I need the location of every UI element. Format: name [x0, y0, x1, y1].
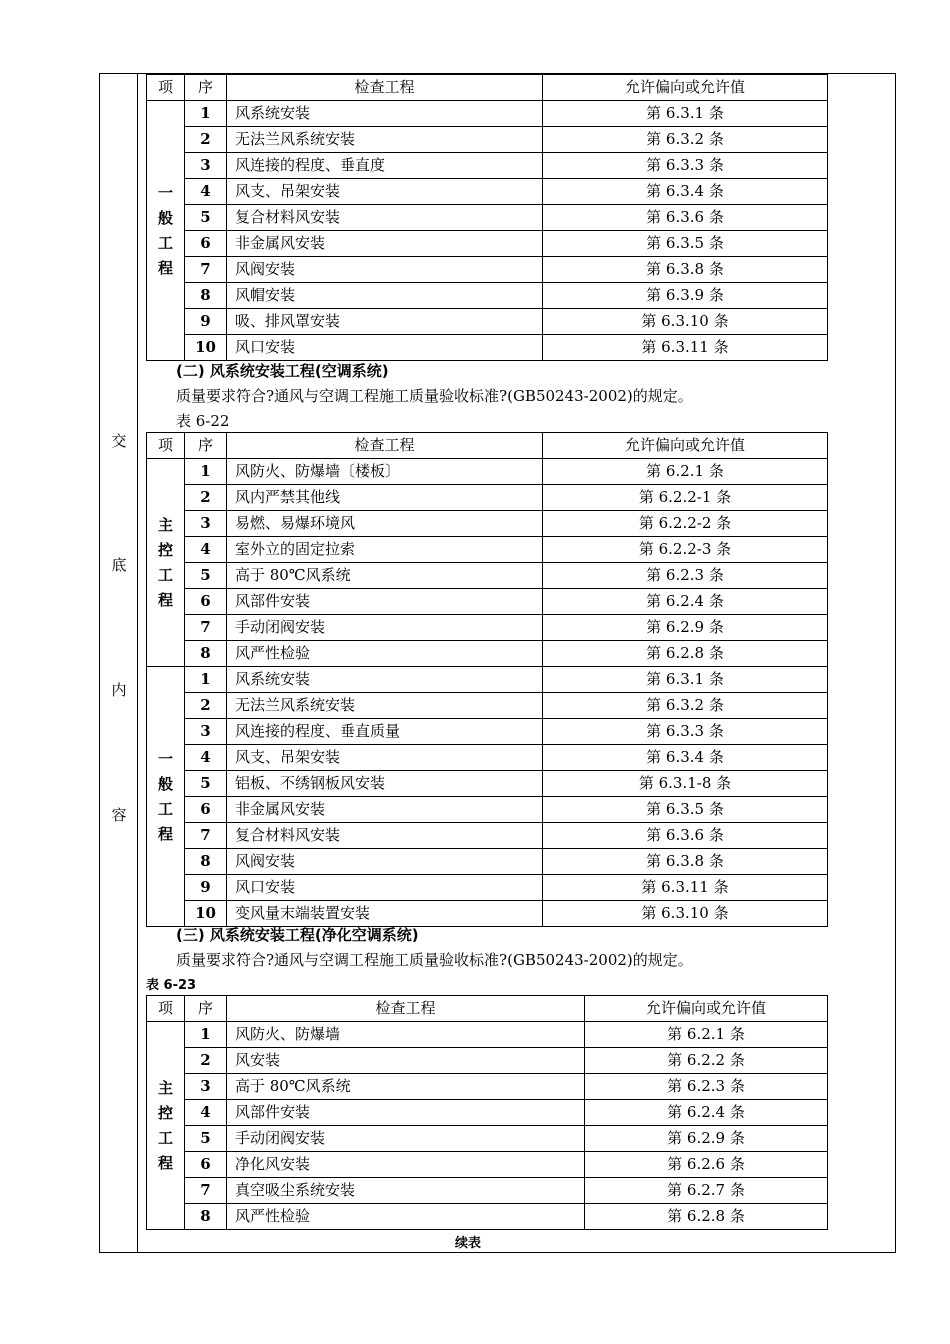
row-seq: 1 — [185, 101, 227, 127]
row-item: 变风量末端装置安装 — [227, 901, 543, 927]
column-header: 序 — [185, 433, 227, 459]
row-seq: 3 — [185, 1074, 227, 1100]
row-item: 室外立的固定拉索 — [227, 537, 543, 563]
row-seq: 8 — [185, 641, 227, 667]
table-row — [147, 1048, 828, 1074]
continued-footer: 续表 — [455, 1236, 482, 1251]
row-seq: 4 — [185, 179, 227, 205]
table-row — [147, 283, 828, 309]
table-row — [147, 511, 828, 537]
row-seq: 7 — [185, 257, 227, 283]
row-item: 复合材料风安装 — [227, 823, 543, 849]
row-seq: 4 — [185, 537, 227, 563]
row-item: 风口安装 — [227, 335, 543, 361]
row-item: 手动闭阀安装 — [227, 1126, 585, 1152]
group-label-char: 一 — [157, 749, 173, 768]
left-label-column — [100, 74, 138, 1252]
section3-table-label: 表 6-23 — [146, 978, 197, 993]
group-label-char: 工 — [157, 799, 173, 818]
column-header: 允许偏向或允许值 — [585, 996, 828, 1022]
table-row — [147, 231, 828, 257]
row-value: 第 6.2.2 条 — [585, 1048, 828, 1074]
row-item: 风防火、防爆墙〔楼板〕 — [227, 459, 543, 485]
left-label-char: 底 — [111, 556, 127, 574]
row-item: 易燃、易爆环境风 — [227, 511, 543, 537]
row-item: 风支、吊架安装 — [227, 745, 543, 771]
row-value: 第 6.3.6 条 — [543, 205, 828, 231]
row-value: 第 6.2.9 条 — [543, 615, 828, 641]
row-item: 风防火、防爆墙 — [227, 1022, 585, 1048]
column-header: 项 — [147, 433, 185, 459]
table-row — [147, 335, 828, 361]
row-seq: 5 — [185, 563, 227, 589]
group-label-char: 程 — [157, 590, 173, 609]
row-seq: 5 — [185, 771, 227, 797]
group-label-char: 一 — [157, 183, 173, 202]
row-value: 第 6.2.2-2 条 — [543, 511, 828, 537]
row-value: 第 6.2.4 条 — [543, 589, 828, 615]
table-row — [147, 771, 828, 797]
row-seq: 2 — [185, 1048, 227, 1074]
table-header-row — [147, 433, 828, 459]
group-label-char: 般 — [157, 774, 173, 793]
table-row — [147, 127, 828, 153]
row-value: 第 6.3.10 条 — [543, 901, 828, 927]
table-row — [147, 459, 828, 485]
row-value: 第 6.3.3 条 — [543, 719, 828, 745]
inspection-table-1 — [146, 74, 828, 361]
table-row — [147, 537, 828, 563]
group-label — [147, 667, 185, 927]
table-row — [147, 719, 828, 745]
row-value: 第 6.3.8 条 — [543, 849, 828, 875]
table-row — [147, 1022, 828, 1048]
row-item: 风系统安装 — [227, 667, 543, 693]
row-item: 风部件安装 — [227, 589, 543, 615]
column-header: 项 — [147, 996, 185, 1022]
row-value: 第 6.2.1 条 — [585, 1022, 828, 1048]
row-value: 第 6.3.5 条 — [543, 797, 828, 823]
column-header: 项 — [147, 75, 185, 101]
left-label-char: 交 — [111, 432, 127, 450]
table-row — [147, 1152, 828, 1178]
row-item: 风严性检验 — [227, 641, 543, 667]
row-seq: 2 — [185, 485, 227, 511]
table-row — [147, 615, 828, 641]
row-item: 风阀安装 — [227, 257, 543, 283]
section2-title: (二) 风系统安装工程(空调系统) — [176, 362, 389, 380]
row-seq: 7 — [185, 823, 227, 849]
row-seq: 1 — [185, 1022, 227, 1048]
group-label-char: 程 — [157, 1153, 173, 1172]
table-header-row — [147, 996, 828, 1022]
group-label-char: 程 — [157, 258, 173, 277]
row-item: 复合材料风安装 — [227, 205, 543, 231]
row-seq: 4 — [185, 1100, 227, 1126]
row-seq: 10 — [185, 901, 227, 927]
row-value: 第 6.2.6 条 — [585, 1152, 828, 1178]
row-seq: 10 — [185, 335, 227, 361]
row-value: 第 6.3.6 条 — [543, 823, 828, 849]
row-value: 第 6.3.1-8 条 — [543, 771, 828, 797]
table-row — [147, 589, 828, 615]
section2-quality-text: 质量要求符合?通风与空调工程施工质量验收标准?(GB50243-2002)的规定。 — [176, 387, 693, 405]
row-value: 第 6.2.2-1 条 — [543, 485, 828, 511]
row-value: 第 6.3.9 条 — [543, 283, 828, 309]
row-seq: 6 — [185, 231, 227, 257]
row-seq: 6 — [185, 797, 227, 823]
table-row — [147, 257, 828, 283]
row-value: 第 6.3.8 条 — [543, 257, 828, 283]
row-value: 第 6.3.10 条 — [543, 309, 828, 335]
inspection-table-2 — [146, 432, 828, 927]
row-value: 第 6.2.3 条 — [585, 1074, 828, 1100]
table-row — [147, 875, 828, 901]
row-item: 风帽安装 — [227, 283, 543, 309]
row-item: 风部件安装 — [227, 1100, 585, 1126]
group-label-char: 主 — [157, 1078, 173, 1097]
row-item: 风支、吊架安装 — [227, 179, 543, 205]
row-seq: 6 — [185, 1152, 227, 1178]
table-row — [147, 1126, 828, 1152]
row-seq: 8 — [185, 849, 227, 875]
row-seq: 3 — [185, 719, 227, 745]
row-seq: 1 — [185, 459, 227, 485]
row-item: 净化风安装 — [227, 1152, 585, 1178]
row-value: 第 6.2.8 条 — [585, 1204, 828, 1230]
inspection-table-3 — [146, 995, 828, 1230]
row-value: 第 6.2.3 条 — [543, 563, 828, 589]
table-row — [147, 641, 828, 667]
row-seq: 2 — [185, 693, 227, 719]
group-label-char: 工 — [157, 1128, 173, 1147]
row-seq: 8 — [185, 1204, 227, 1230]
table-row — [147, 797, 828, 823]
table-row — [147, 1074, 828, 1100]
row-value: 第 6.3.11 条 — [543, 335, 828, 361]
row-value: 第 6.2.4 条 — [585, 1100, 828, 1126]
row-seq: 1 — [185, 667, 227, 693]
row-value: 第 6.3.5 条 — [543, 231, 828, 257]
left-label-char: 内 — [111, 681, 127, 699]
group-label-char: 控 — [157, 540, 173, 559]
column-header: 检查工程 — [227, 75, 543, 101]
row-seq: 5 — [185, 1126, 227, 1152]
table-row — [147, 1178, 828, 1204]
row-item: 无法兰风系统安装 — [227, 127, 543, 153]
row-value: 第 6.3.4 条 — [543, 745, 828, 771]
column-header: 检查工程 — [227, 996, 585, 1022]
left-label-char: 容 — [111, 806, 127, 824]
section3-title: (三) 风系统安装工程(净化空调系统) — [176, 926, 419, 944]
table-row — [147, 485, 828, 511]
table-row — [147, 1204, 828, 1230]
row-seq: 5 — [185, 205, 227, 231]
group-label-char: 控 — [157, 1103, 173, 1122]
table-row — [147, 205, 828, 231]
table-row — [147, 745, 828, 771]
table-row — [147, 309, 828, 335]
table-row — [147, 823, 828, 849]
row-item: 风阀安装 — [227, 849, 543, 875]
row-seq: 4 — [185, 745, 227, 771]
group-label — [147, 101, 185, 361]
group-label-char: 程 — [157, 824, 173, 843]
group-label-char: 般 — [157, 208, 173, 227]
row-seq: 8 — [185, 283, 227, 309]
table-header-row — [147, 75, 828, 101]
row-item: 风严性检验 — [227, 1204, 585, 1230]
row-value: 第 6.3.1 条 — [543, 101, 828, 127]
row-seq: 2 — [185, 127, 227, 153]
row-value: 第 6.2.9 条 — [585, 1126, 828, 1152]
table-row — [147, 153, 828, 179]
row-seq: 7 — [185, 1178, 227, 1204]
table-row — [147, 179, 828, 205]
row-seq: 7 — [185, 615, 227, 641]
row-item: 高于 80℃风系统 — [227, 563, 543, 589]
column-header: 序 — [185, 75, 227, 101]
row-seq: 6 — [185, 589, 227, 615]
column-header: 允许偏向或允许值 — [543, 75, 828, 101]
group-label-char: 工 — [157, 233, 173, 252]
table-row — [147, 667, 828, 693]
table-row — [147, 1100, 828, 1126]
table-row — [147, 563, 828, 589]
row-value: 第 6.3.2 条 — [543, 693, 828, 719]
column-header: 序 — [185, 996, 227, 1022]
group-label-char: 工 — [157, 565, 173, 584]
row-item: 真空吸尘系统安装 — [227, 1178, 585, 1204]
column-header: 允许偏向或允许值 — [543, 433, 828, 459]
row-value: 第 6.3.2 条 — [543, 127, 828, 153]
table-row — [147, 849, 828, 875]
row-value: 第 6.2.7 条 — [585, 1178, 828, 1204]
row-value: 第 6.2.2-3 条 — [543, 537, 828, 563]
row-item: 风安装 — [227, 1048, 585, 1074]
group-label — [147, 459, 185, 667]
group-label — [147, 1022, 185, 1230]
row-item: 非金属风安装 — [227, 231, 543, 257]
row-item: 风连接的程度、垂直度 — [227, 153, 543, 179]
row-item: 风内严禁其他线 — [227, 485, 543, 511]
row-value: 第 6.2.8 条 — [543, 641, 828, 667]
table-row — [147, 901, 828, 927]
row-value: 第 6.2.1 条 — [543, 459, 828, 485]
section2-table-label: 表 6-22 — [176, 412, 230, 430]
row-item: 风连接的程度、垂直质量 — [227, 719, 543, 745]
row-seq: 3 — [185, 511, 227, 537]
row-item: 无法兰风系统安装 — [227, 693, 543, 719]
row-item: 吸、排风罩安装 — [227, 309, 543, 335]
row-value: 第 6.3.4 条 — [543, 179, 828, 205]
row-item: 高于 80℃风系统 — [227, 1074, 585, 1100]
table-row — [147, 693, 828, 719]
row-seq: 9 — [185, 309, 227, 335]
table-row — [147, 101, 828, 127]
row-seq: 3 — [185, 153, 227, 179]
group-label-char: 主 — [157, 515, 173, 534]
row-value: 第 6.3.11 条 — [543, 875, 828, 901]
row-value: 第 6.3.3 条 — [543, 153, 828, 179]
row-seq: 9 — [185, 875, 227, 901]
row-item: 风系统安装 — [227, 101, 543, 127]
section3-quality-text: 质量要求符合?通风与空调工程施工质量验收标准?(GB50243-2002)的规定。 — [176, 951, 693, 969]
row-item: 非金属风安装 — [227, 797, 543, 823]
row-item: 铝板、不绣钢板风安装 — [227, 771, 543, 797]
row-item: 手动闭阀安装 — [227, 615, 543, 641]
row-item: 风口安装 — [227, 875, 543, 901]
row-value: 第 6.3.1 条 — [543, 667, 828, 693]
column-header: 检查工程 — [227, 433, 543, 459]
